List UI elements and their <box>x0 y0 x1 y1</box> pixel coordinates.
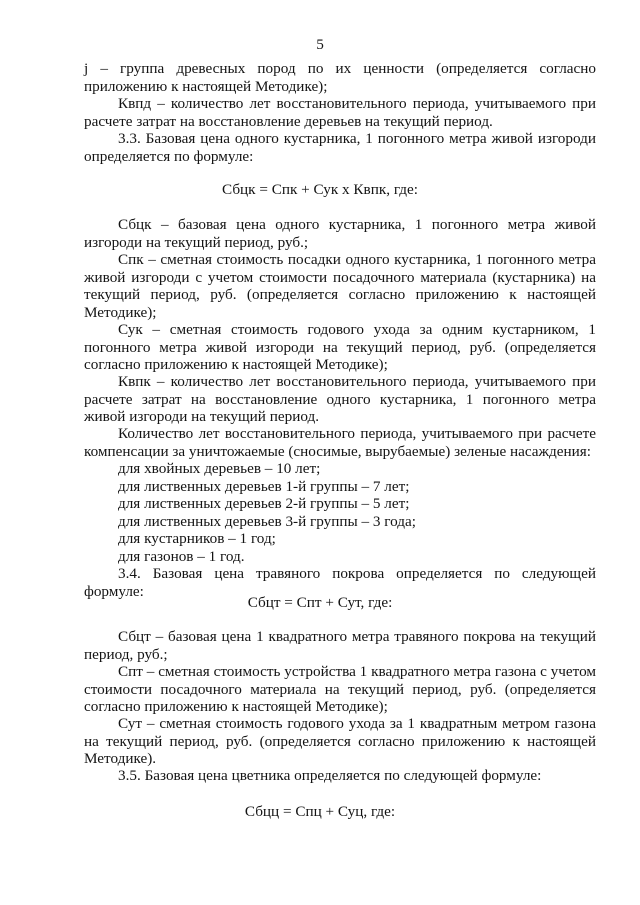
formula-sbcc: Сбцц = Спц + Суц, где: <box>244 803 396 820</box>
spt-definition: Спт – сметная стоимость устройства 1 квадратного метра газона с учетом стоимости посадочного материала на текущий период, руб. (определяется согласно приложению к настоящей Методике); <box>84 663 596 715</box>
kvpk-definition: Квпк – количество лет восстановительного периода, учитываемого при расчете затрат на восстановление одного кустарника, 1 погонного метра живой изгороди на текущий период. <box>84 373 596 425</box>
suk-definition: Сук – сметная стоимость годового ухода за одним кустарником, 1 погонного метра живой изгороди на текущий период, руб. (определяется согласно приложению к настоящей Методике); <box>84 321 596 373</box>
period-list-item: для лиственных деревьев 2-й группы – 5 лет; <box>118 495 410 512</box>
sut-definition: Сут – сметная стоимость годового ухода за 1 квадратным метром газона на текущий период, руб. (определяется согласно приложению к настоящей Методике). <box>84 715 596 767</box>
section-3-3-intro: 3.3. Базовая цена одного кустарника, 1 погонного метра живой изгороди определяется по формуле: <box>84 130 596 165</box>
j-definition: j – группа древесных пород по их ценности (определяется согласно приложению к настоящей Методике); <box>84 60 596 95</box>
period-list-item: для газонов – 1 год. <box>118 548 245 565</box>
period-list-item: для лиственных деревьев 3-й группы – 3 года; <box>118 513 416 530</box>
formula-sbck: Сбцк = Спк + Сук х Квпк, где: <box>222 181 418 198</box>
sbck-definition: Сбцк – базовая цена одного кустарника, 1 погонного метра живой изгороди на текущий период, руб.; <box>84 216 596 251</box>
formula-sbct: Сбцт = Спт + Сут, где: <box>247 594 393 611</box>
period-list-item: для лиственных деревьев 1-й группы – 7 лет; <box>118 478 410 495</box>
section-3-4-intro: 3.4. Базовая цена травяного покрова определяется по следующей формуле: <box>84 565 596 600</box>
kvpd-definition: Квпд – количество лет восстановительного периода, учитываемого при расчете затрат на восстановление деревьев на текущий период. <box>84 95 596 130</box>
period-intro: Количество лет восстановительного периода, учитываемого при расчете компенсации за уничтожаемые (сносимые, вырубаемые) зеленые насаждения: <box>84 425 596 460</box>
page-number: 5 <box>316 36 324 53</box>
section-3-5-intro: 3.5. Базовая цена цветника определяется по следующей формуле: <box>118 767 542 784</box>
spk-definition: Спк – сметная стоимость посадки одного кустарника, 1 погонного метра живой изгороди с учетом стоимости посадочного материала (кустарника) на текущий период, руб. (определяется согласно приложению к настоящей Методике); <box>84 251 596 321</box>
period-list-item: для кустарников – 1 год; <box>118 530 276 547</box>
period-list-item: для хвойных деревьев – 10 лет; <box>118 460 321 477</box>
sbct-definition: Сбцт – базовая цена 1 квадратного метра травяного покрова на текущий период, руб.; <box>84 628 596 663</box>
